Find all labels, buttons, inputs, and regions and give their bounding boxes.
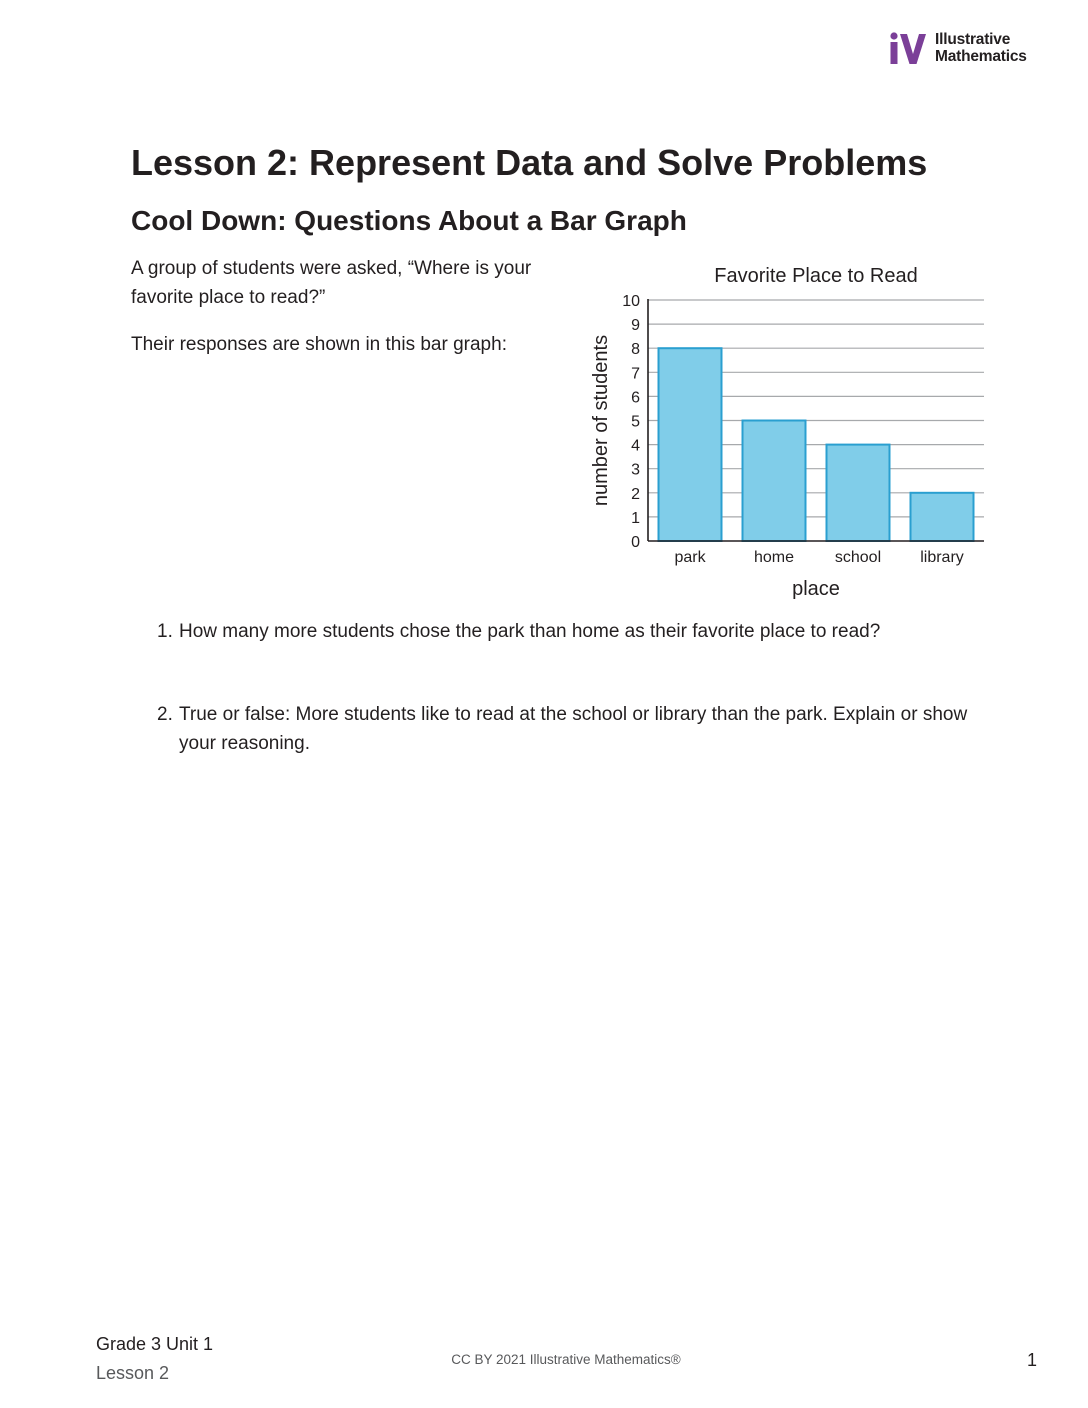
- bar-home: [743, 421, 806, 542]
- y-tick-label: 2: [631, 485, 640, 503]
- lesson-title: Lesson 2: Represent Data and Solve Problems: [131, 142, 928, 183]
- y-tick-label: 9: [631, 317, 640, 335]
- y-tick-label: 3: [631, 461, 640, 479]
- intro-chart-lead: Their responses are shown in this bar graph:: [131, 334, 507, 355]
- y-tick-label: 8: [631, 341, 640, 359]
- y-tick-label: 10: [622, 293, 640, 310]
- logo-line-2: Mathematics: [935, 48, 1027, 65]
- footer-lesson: Lesson 2: [96, 1363, 170, 1383]
- y-tick-label: 5: [631, 413, 640, 431]
- bar-chart-svg: [580, 258, 1000, 608]
- footer-copyright: CC BY 2021 Illustrative Mathematics®: [451, 1352, 681, 1367]
- y-axis-label: number of students: [590, 334, 612, 507]
- footer-page-number: 1: [1027, 1350, 1038, 1370]
- y-tick-label: 7: [631, 365, 640, 383]
- bar-library: [911, 493, 974, 541]
- x-tick-label: school: [834, 549, 882, 566]
- y-tick-label: 4: [631, 437, 640, 455]
- illustrative-mathematics-logo: [888, 30, 1048, 70]
- x-tick-label: library: [920, 549, 964, 566]
- im-logo-icon: [888, 32, 928, 66]
- y-tick-label: 6: [631, 389, 640, 407]
- x-tick-label: home: [753, 549, 795, 566]
- question-text: True or false: More students like to read at the school or library than the park. Explain or show your reasoning.: [179, 704, 968, 754]
- question-item: [150, 700, 1000, 758]
- question-list: [150, 617, 1000, 758]
- bar-park: [659, 348, 722, 541]
- cooldown-title: Cool Down: Questions About a Bar Graph: [131, 205, 687, 236]
- question-item: [150, 617, 1000, 646]
- question-number: 1.: [157, 621, 173, 642]
- logo-line-1: Illustrative: [935, 31, 1011, 48]
- bar-chart: [580, 258, 1000, 608]
- question-text: How many more students chose the park than home as their favorite place to read?: [179, 621, 881, 642]
- footer-grade-unit: Grade 3 Unit 1: [96, 1334, 214, 1354]
- x-axis-label: place: [792, 578, 840, 600]
- x-tick-label: park: [674, 549, 706, 566]
- intro-paragraph: A group of students were asked, “Where is your favorite place to read?”: [131, 258, 532, 308]
- logo-wordmark: [935, 31, 1027, 65]
- y-tick-label: 0: [631, 534, 640, 551]
- question-number: 2.: [157, 704, 173, 725]
- bar-school: [827, 445, 890, 541]
- y-tick-label: 1: [631, 509, 640, 527]
- chart-title: Favorite Place to Read: [714, 265, 918, 287]
